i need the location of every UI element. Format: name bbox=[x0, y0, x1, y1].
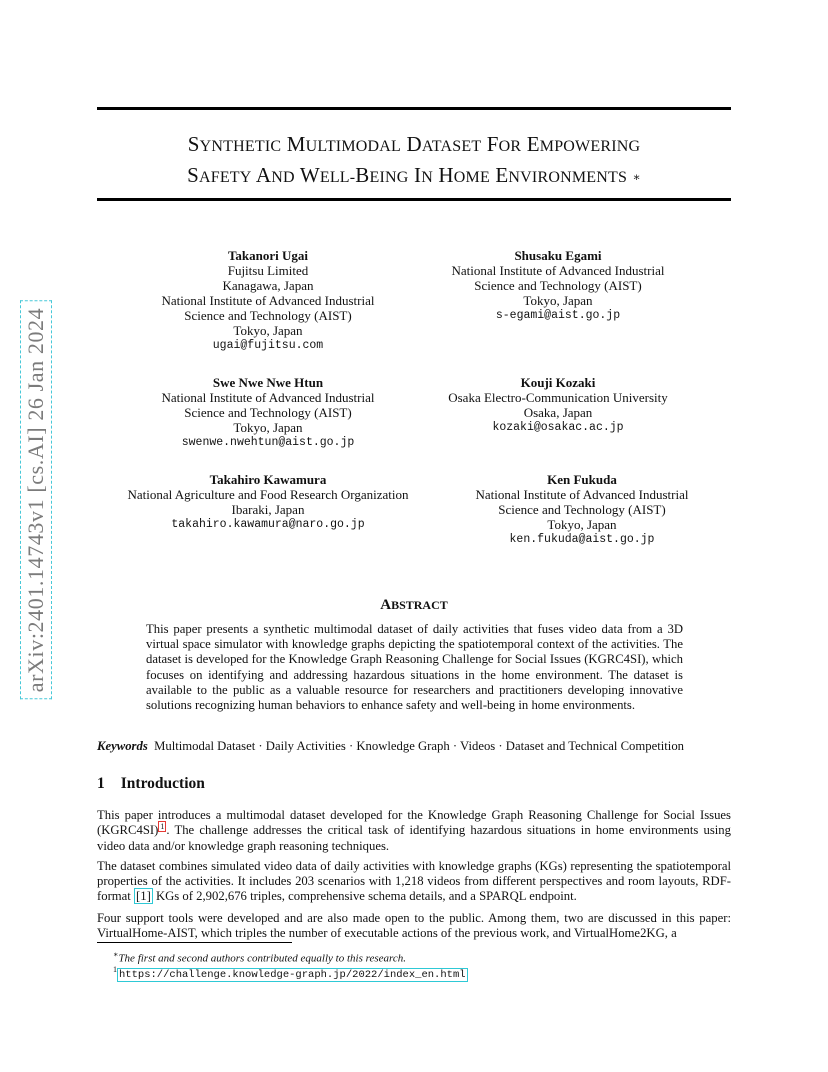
author-email[interactable]: kozaki@osakac.ac.jp bbox=[492, 421, 624, 434]
affiliation-line: Osaka, Japan bbox=[523, 405, 593, 420]
title-line-2: SAFETY AND WELL-BEING IN HOME ENVIRONMENTS ∗ bbox=[187, 163, 641, 187]
paragraph-text: . The challenge addresses the critical task of identifying hazardous situations in home environments using video data and/or knowledge graph reasoning techniques. bbox=[97, 823, 731, 853]
paragraph-text: Four support tools were developed and are also made open to the public. Among them, two are discussed in this paper: VirtualHome-AIST, which triples the number of executable actions of the previous work, and VirtualHome2KG, a bbox=[97, 911, 731, 941]
paper-title bbox=[97, 130, 731, 192]
paragraph bbox=[97, 808, 731, 854]
affiliation-line: Fujitsu Limited bbox=[227, 263, 309, 278]
affiliation-line: Kanagawa, Japan bbox=[222, 278, 314, 293]
author-block bbox=[408, 248, 708, 323]
affiliation-line: Science and Technology (AIST) bbox=[474, 278, 642, 293]
affiliation-line: National Institute of Advanced Industrial bbox=[161, 293, 375, 308]
affiliation-line: Ibaraki, Japan bbox=[231, 502, 305, 517]
author-name: Ken Fukuda bbox=[547, 472, 617, 487]
author-email[interactable]: s-egami@aist.go.jp bbox=[495, 309, 621, 322]
title-top-rule bbox=[97, 107, 731, 110]
affiliation-line: Science and Technology (AIST) bbox=[184, 308, 352, 323]
footnote-rule bbox=[97, 942, 292, 943]
title-line-1: SYNTHETIC MULTIMODAL DATASET FOR EMPOWERING bbox=[187, 132, 641, 156]
abstract-text: This paper presents a synthetic multimodal dataset of daily activities that fuses video data from a 3D virtual space simulator with knowledge graphs depicting the spatiotemporal context of the activities. The dataset is developed for the Knowledge Graph Reasoning Challenge for Social Issues (KGRC4SI), which focuses on identifying and addressing hazardous situations in the home environment. The dataset is available to the public as a valuable resource for researchers and practitioners developing innovative solutions recognizing human behaviors to enhance safety and well-being in home environments. bbox=[146, 622, 683, 713]
author-email[interactable]: takahiro.kawamura@naro.go.jp bbox=[171, 518, 365, 531]
paragraph-text: This paper introduces a multimodal dataset developed for the Knowledge Graph Reasoning Challenge for Social Issues (KGRC4SI) bbox=[97, 808, 731, 838]
title-bottom-rule bbox=[97, 198, 731, 201]
footnote-mark: 1 bbox=[113, 965, 117, 974]
keywords-text: Multimodal Dataset · Daily Activities · Knowledge Graph · Videos · Dataset and Technical Competition bbox=[154, 739, 685, 753]
author-name: Kouji Kozaki bbox=[520, 375, 596, 390]
footnote-url-link[interactable]: https://challenge.knowledge-graph.jp/2022/index_en.html bbox=[119, 968, 466, 981]
keywords-label: Keywords bbox=[97, 739, 148, 753]
paragraph bbox=[97, 859, 731, 905]
paragraph bbox=[97, 911, 731, 941]
section-title: Introduction bbox=[120, 775, 205, 792]
arxiv-stamp: arXiv:2401.14743v1 [cs.AI] 26 Jan 2024 bbox=[20, 301, 52, 700]
abstract-heading: ABSTRACT bbox=[380, 597, 448, 613]
affiliation-line: Osaka Electro-Communication University bbox=[448, 390, 668, 405]
author-block bbox=[118, 248, 418, 353]
affiliation-line: Tokyo, Japan bbox=[547, 517, 617, 532]
citation-link[interactable]: [1] bbox=[136, 889, 151, 904]
footnote-2 bbox=[113, 963, 468, 982]
author-email[interactable]: ugai@fujitsu.com bbox=[212, 339, 324, 352]
author-name: Takahiro Kawamura bbox=[209, 472, 327, 487]
section-number: 1 bbox=[97, 775, 105, 792]
author-email[interactable]: swenwe.nwehtun@aist.go.jp bbox=[181, 436, 355, 449]
author-email[interactable]: ken.fukuda@aist.go.jp bbox=[509, 533, 655, 546]
title-footnote-mark: ∗ bbox=[632, 170, 641, 184]
author-block bbox=[103, 472, 433, 532]
affiliation-line: Science and Technology (AIST) bbox=[498, 502, 666, 517]
author-name: Takanori Ugai bbox=[227, 248, 309, 263]
affiliation-line: Tokyo, Japan bbox=[233, 323, 303, 338]
paragraph-text: KGs of 2,902,676 triples, comprehensive schema details, and a SPARQL endpoint. bbox=[152, 889, 577, 904]
footnote-text: The first and second authors contributed equally to this research. bbox=[118, 952, 407, 965]
affiliation-line: National Institute of Advanced Industrial bbox=[161, 390, 375, 405]
author-name: Shusaku Egami bbox=[514, 248, 602, 263]
affiliation-line: Science and Technology (AIST) bbox=[184, 405, 352, 420]
author-name: Swe Nwe Nwe Htun bbox=[212, 375, 324, 390]
author-block bbox=[408, 375, 708, 435]
affiliation-line: National Institute of Advanced Industrial bbox=[451, 263, 665, 278]
affiliation-line: Tokyo, Japan bbox=[233, 420, 303, 435]
footnote-link[interactable]: 1 bbox=[160, 822, 165, 832]
affiliation-line: National Agriculture and Food Research Organization bbox=[127, 487, 409, 502]
footnote-mark: ∗ bbox=[113, 950, 119, 959]
affiliation-line: National Institute of Advanced Industrial bbox=[475, 487, 689, 502]
paragraph-text: The dataset combines simulated video data of daily activities with knowledge graphs (KGs) representing the spatiotemporal properties of the activities. It includes 203 scenarios with 1,218 videos from different perspectives and room layouts, RDF-format bbox=[97, 859, 731, 904]
section-heading bbox=[97, 775, 205, 793]
affiliation-line: Tokyo, Japan bbox=[523, 293, 593, 308]
author-block bbox=[432, 472, 732, 547]
author-block bbox=[118, 375, 418, 450]
keywords bbox=[97, 739, 737, 754]
